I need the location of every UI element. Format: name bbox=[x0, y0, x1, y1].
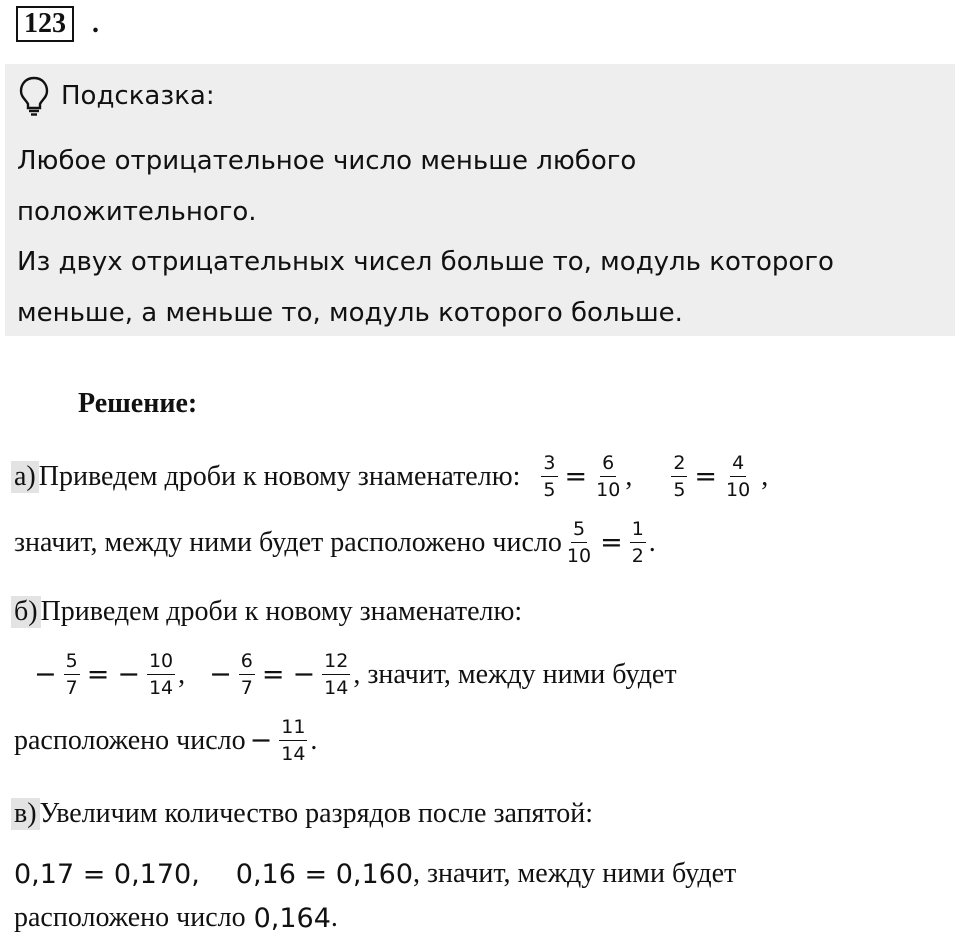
item-marker-c: в) bbox=[11, 798, 40, 830]
fraction: $\frac{4}{10}$ bbox=[726, 452, 751, 501]
fraction: $\frac{10}{14}$ bbox=[148, 650, 174, 699]
solution-text: расположено число bbox=[14, 902, 246, 933]
hint-panel bbox=[5, 64, 955, 336]
hint-header bbox=[19, 76, 215, 116]
solution-a-line2: значит, между ними будет расположено число $\frac{5}{10}$ = $\frac{1}{2}$ . bbox=[14, 518, 656, 567]
solution-text: значит, между ними будет расположено число bbox=[14, 526, 562, 558]
hint-line: меньше, а меньше то, модуль которого больше. bbox=[17, 297, 683, 328]
solution-c-line1 bbox=[14, 798, 593, 830]
decimal-equation: 0,17 = 0,170, bbox=[14, 858, 200, 890]
fraction: $\frac{1}{2}$ bbox=[631, 518, 644, 567]
fraction: $\frac{6}{10}$ bbox=[596, 452, 621, 501]
fraction: $\frac{3}{5}$ bbox=[543, 452, 556, 501]
solution-b-line1 bbox=[14, 596, 522, 628]
solution-b-line2: − $\frac{5}{7}$ = − $\frac{10}{14}$ , − $\frac{6}{7}$ = − $\frac{12}{14}$ , значит, между ними будет bbox=[34, 650, 677, 699]
decimal-equation: 0,16 = 0,160 bbox=[235, 858, 413, 890]
item-marker-b: б) bbox=[11, 596, 41, 628]
fraction: $\frac{5}{7}$ bbox=[65, 650, 78, 699]
solution-c-line3: расположено число 0,164 . bbox=[14, 902, 338, 934]
solution-text: , значит, между ними будет bbox=[353, 658, 677, 690]
fraction: $\frac{6}{7}$ bbox=[240, 650, 253, 699]
solution-text: Увеличим количество разрядов после запятой: bbox=[39, 798, 594, 829]
hint-line: Любое отрицательное число меньше любого bbox=[17, 146, 637, 176]
lightbulb-icon bbox=[19, 76, 49, 116]
hint-line: положительного. bbox=[17, 196, 257, 227]
solution-b-line3: расположено число − $\frac{11}{14}$ . bbox=[14, 716, 318, 765]
decimal-answer: 0,164 bbox=[253, 902, 331, 934]
fraction: $\frac{2}{5}$ bbox=[673, 452, 686, 501]
item-marker-a: а) bbox=[11, 461, 39, 493]
hint-line: Из двух отрицательных чисел больше то, модуль которого bbox=[17, 247, 834, 277]
fraction: $\frac{11}{14}$ bbox=[281, 716, 306, 765]
hint-text bbox=[17, 136, 937, 338]
solution-text: Приведем дроби к новому знаменателю: bbox=[40, 596, 523, 627]
fraction: $\frac{5}{10}$ bbox=[566, 518, 592, 567]
task-number: 123 bbox=[16, 6, 74, 42]
solution-title: Решение: bbox=[78, 388, 198, 419]
solution-a-line1: а) Приведем дроби к новому знаменателю: $\frac{3}{5}$ = $\frac{6}{10}$ , $\frac{2}{5}$ = $\frac{4}{10}$ , bbox=[14, 452, 768, 501]
solution-text: расположено число bbox=[14, 724, 246, 756]
hint-title: Подсказка: bbox=[61, 81, 215, 111]
solution-text: , значит, между ними будет bbox=[413, 858, 737, 889]
solution-text: Приведем дроби к новому знаменателю: bbox=[38, 460, 521, 492]
task-number-dot: . bbox=[92, 8, 99, 39]
solution-c-line2 bbox=[14, 858, 736, 890]
fraction: $\frac{12}{14}$ bbox=[324, 650, 349, 699]
